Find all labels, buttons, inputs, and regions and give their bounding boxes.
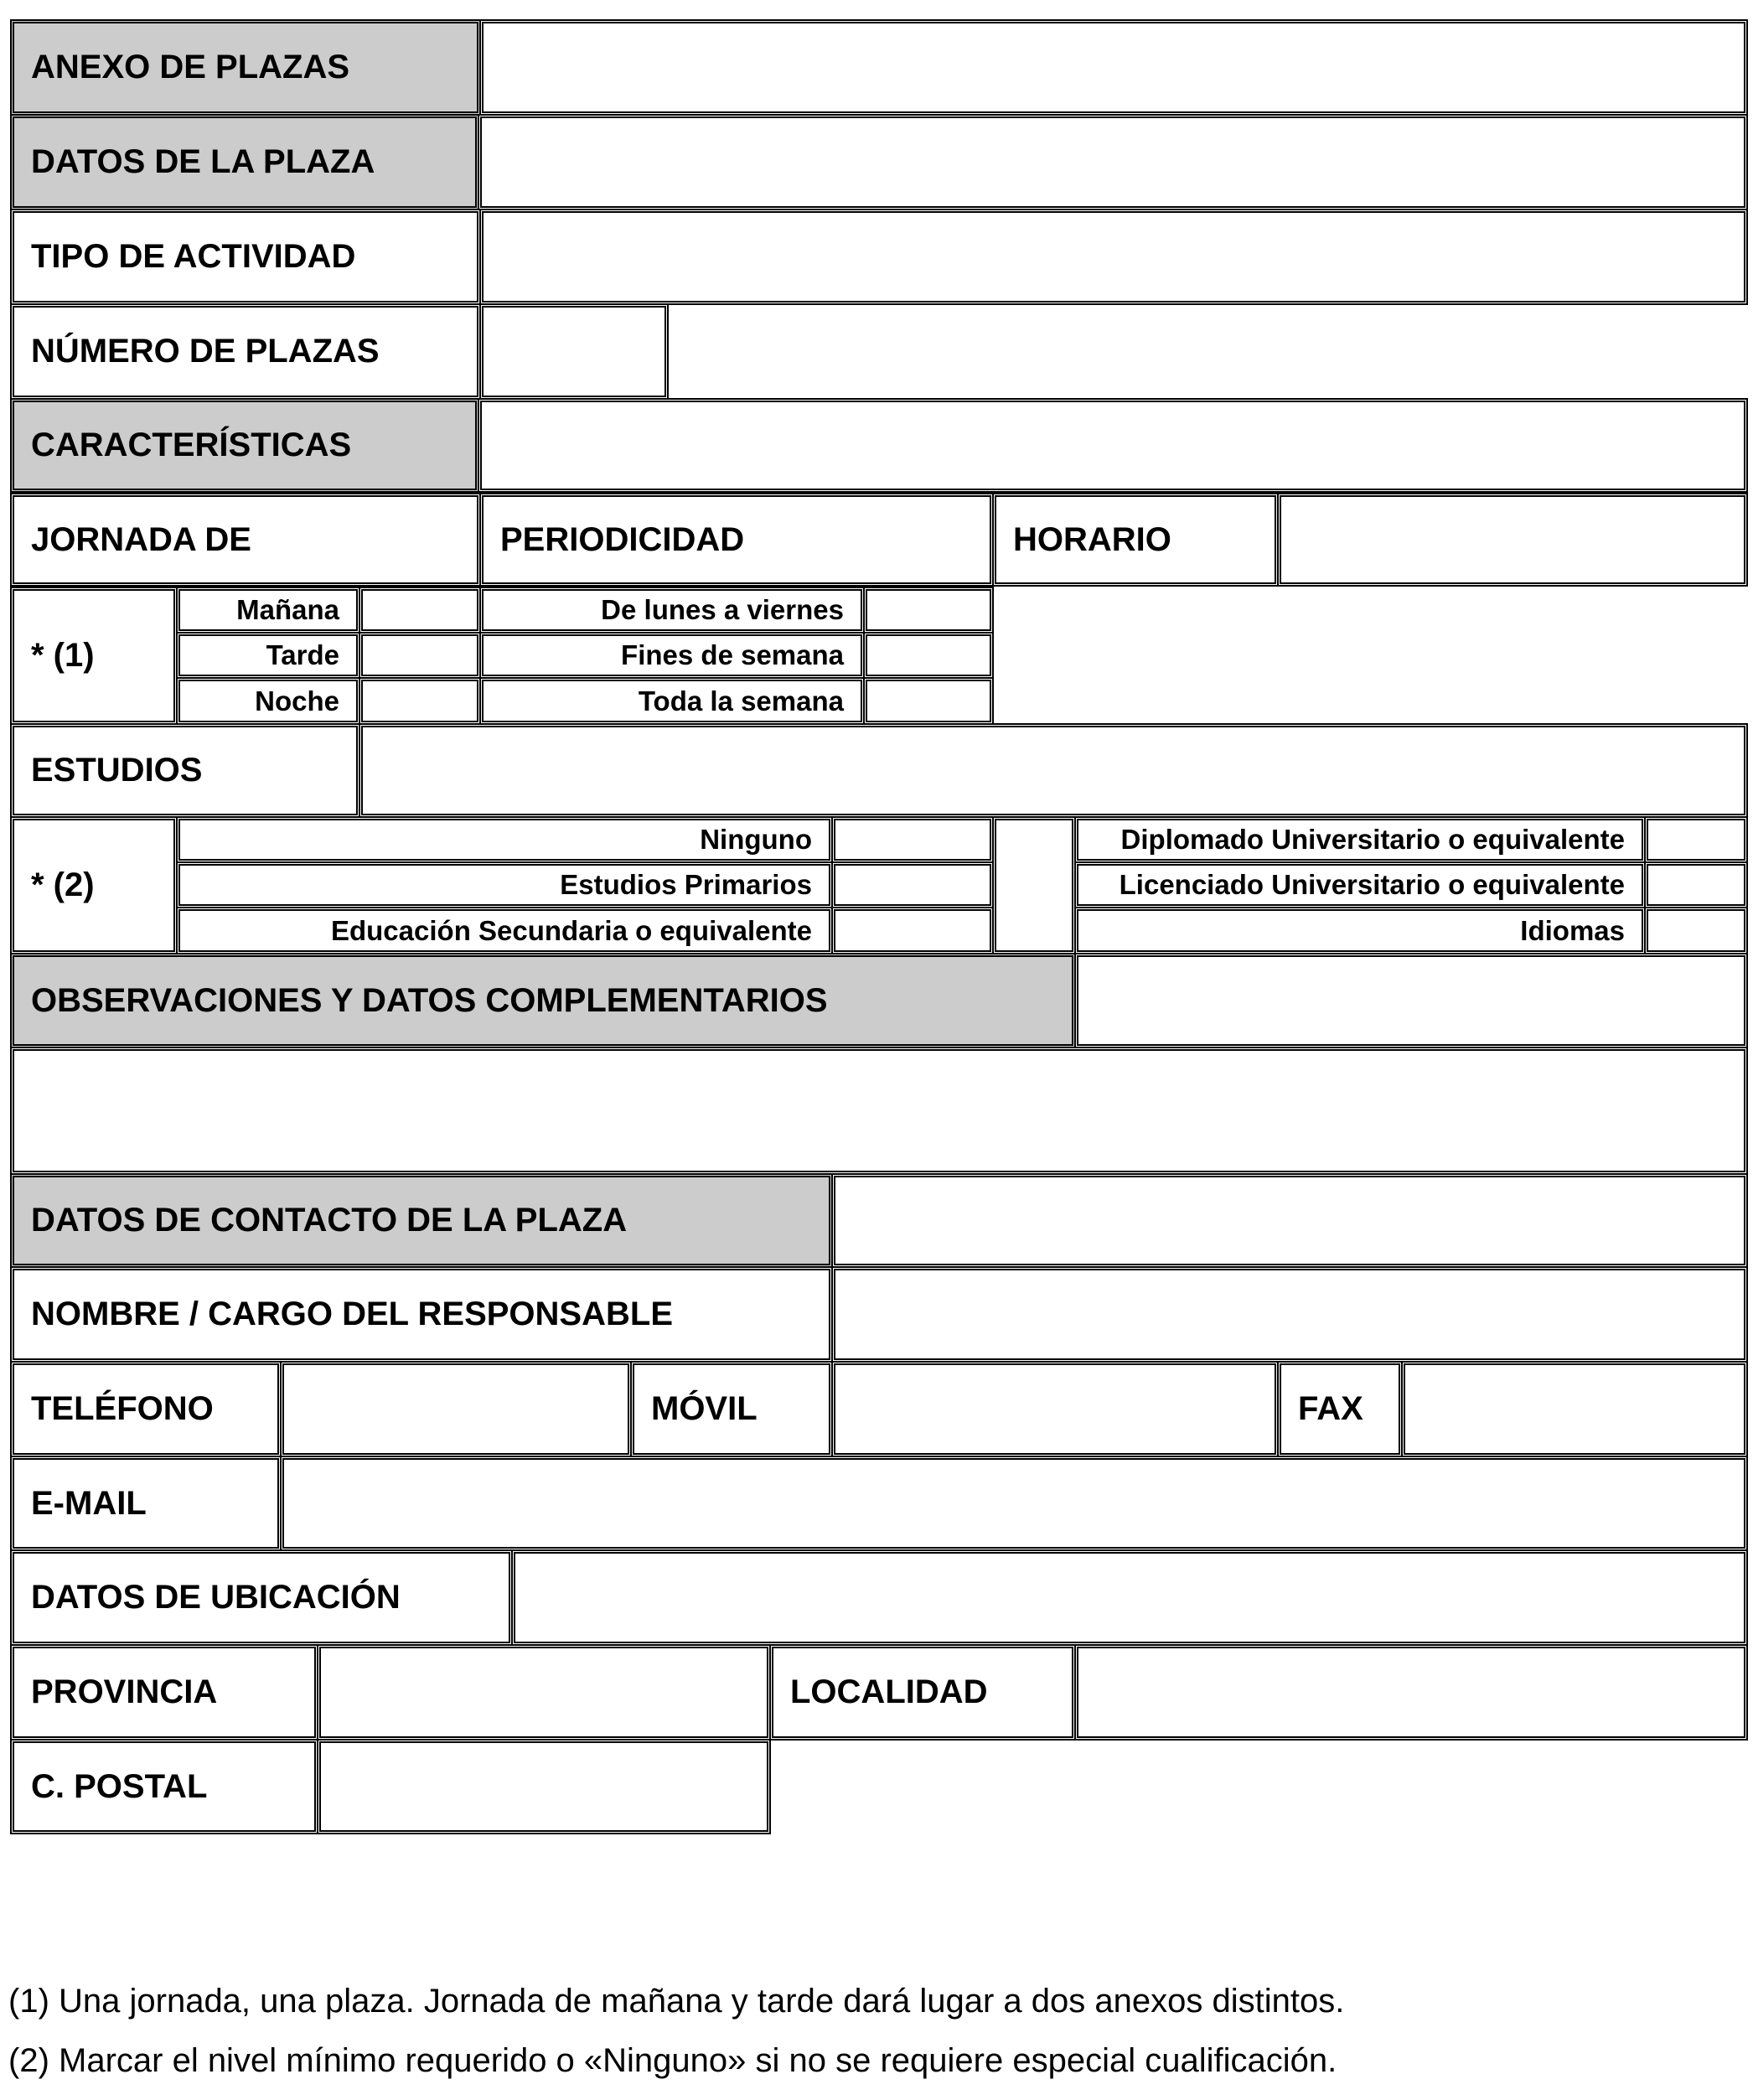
estudios-option-label: Diplomado Universitario o equivalente <box>1074 816 1646 863</box>
provincia-field[interactable] <box>317 1644 771 1741</box>
jornada-option-label: Mañana <box>176 587 360 634</box>
fax-label: FAX <box>1277 1361 1403 1457</box>
observaciones-header: OBSERVACIONES Y DATOS COMPLEMENTARIOS <box>10 953 1076 1048</box>
estudios-option-checkbox[interactable] <box>831 816 994 863</box>
email-field[interactable] <box>280 1456 1748 1551</box>
datos-plaza-header: DATOS DE LA PLAZA <box>10 114 479 210</box>
estudios-spacer <box>992 816 1076 954</box>
horario-label: HORARIO <box>992 493 1279 587</box>
jornada-option-checkbox[interactable] <box>359 677 481 725</box>
cpostal-field[interactable] <box>317 1739 771 1834</box>
observaciones-side-field[interactable] <box>1074 953 1748 1048</box>
telefono-field[interactable] <box>280 1361 632 1457</box>
caracteristicas-header: CARACTERÍSTICAS <box>10 398 479 493</box>
periodicidad-option-checkbox[interactable] <box>863 587 994 634</box>
localidad-field[interactable] <box>1074 1644 1748 1741</box>
jornada-option-checkbox[interactable] <box>359 632 481 679</box>
periodicidad-option-checkbox[interactable] <box>863 677 994 725</box>
movil-label: MÓVIL <box>630 1361 833 1457</box>
estudios-option-checkbox[interactable] <box>831 861 994 908</box>
estudios-mark: * (2) <box>10 816 178 954</box>
numero-plazas-field[interactable] <box>479 303 669 400</box>
periodicidad-option-label: Toda la semana <box>479 677 865 725</box>
anexo-title: ANEXO DE PLAZAS <box>10 19 481 116</box>
estudios-option-label: Estudios Primarios <box>176 861 833 908</box>
estudios-option-label: Idiomas <box>1074 907 1646 954</box>
horario-field[interactable] <box>1277 493 1748 587</box>
estudios-option-label: Ninguno <box>176 816 833 863</box>
numero-plazas-label: NÚMERO DE PLAZAS <box>10 303 481 400</box>
tipo-actividad-field[interactable] <box>479 209 1748 305</box>
jornada-option-label: Tarde <box>176 632 360 679</box>
observaciones-field[interactable] <box>10 1047 1748 1175</box>
email-label: E-MAIL <box>10 1456 282 1551</box>
ubicacion-field[interactable] <box>511 1549 1748 1646</box>
footnote-2: (2) Marcar el nivel mínimo requerido o «Ninguno» si no se requiere especial cualificación. <box>8 2042 1337 2079</box>
estudios-option-checkbox[interactable] <box>831 907 994 954</box>
anexo-field[interactable] <box>479 19 1748 116</box>
periodicidad-option-label: Fines de semana <box>479 632 865 679</box>
telefono-label: TELÉFONO <box>10 1361 282 1457</box>
responsable-field[interactable] <box>831 1266 1748 1363</box>
jornada-label: JORNADA DE <box>10 493 481 587</box>
estudios-option-checkbox[interactable] <box>1644 907 1748 954</box>
estudios-option-checkbox[interactable] <box>1644 861 1748 908</box>
contacto-field[interactable] <box>831 1173 1748 1268</box>
estudios-option-label: Educación Secundaria o equivalente <box>176 907 833 954</box>
periodicidad-label: PERIODICIDAD <box>479 493 994 587</box>
estudios-option-checkbox[interactable] <box>1644 816 1748 863</box>
responsable-label: NOMBRE / CARGO DEL RESPONSABLE <box>10 1266 833 1363</box>
localidad-label: LOCALIDAD <box>769 1644 1076 1741</box>
jornada-option-checkbox[interactable] <box>359 587 481 634</box>
estudios-option-label: Licenciado Universitario o equivalente <box>1074 861 1646 908</box>
caracteristicas-field[interactable] <box>478 398 1748 493</box>
jornada-mark: * (1) <box>10 587 178 725</box>
fax-field[interactable] <box>1401 1361 1748 1457</box>
estudios-label: ESTUDIOS <box>10 723 360 818</box>
periodicidad-option-checkbox[interactable] <box>863 632 994 679</box>
provincia-label: PROVINCIA <box>10 1644 318 1741</box>
cpostal-label: C. POSTAL <box>10 1739 318 1834</box>
estudios-field[interactable] <box>359 723 1748 818</box>
ubicacion-label: DATOS DE UBICACIÓN <box>10 1549 513 1646</box>
footnote-1: (1) Una jornada, una plaza. Jornada de mañana y tarde dará lugar a dos anexos distintos. <box>8 1983 1345 2020</box>
jornada-option-label: Noche <box>176 677 360 725</box>
contacto-header: DATOS DE CONTACTO DE LA PLAZA <box>10 1173 833 1268</box>
tipo-actividad-label: TIPO DE ACTIVIDAD <box>10 209 481 305</box>
movil-field[interactable] <box>831 1361 1279 1457</box>
datos-plaza-field[interactable] <box>478 114 1748 210</box>
periodicidad-option-label: De lunes a viernes <box>479 587 865 634</box>
